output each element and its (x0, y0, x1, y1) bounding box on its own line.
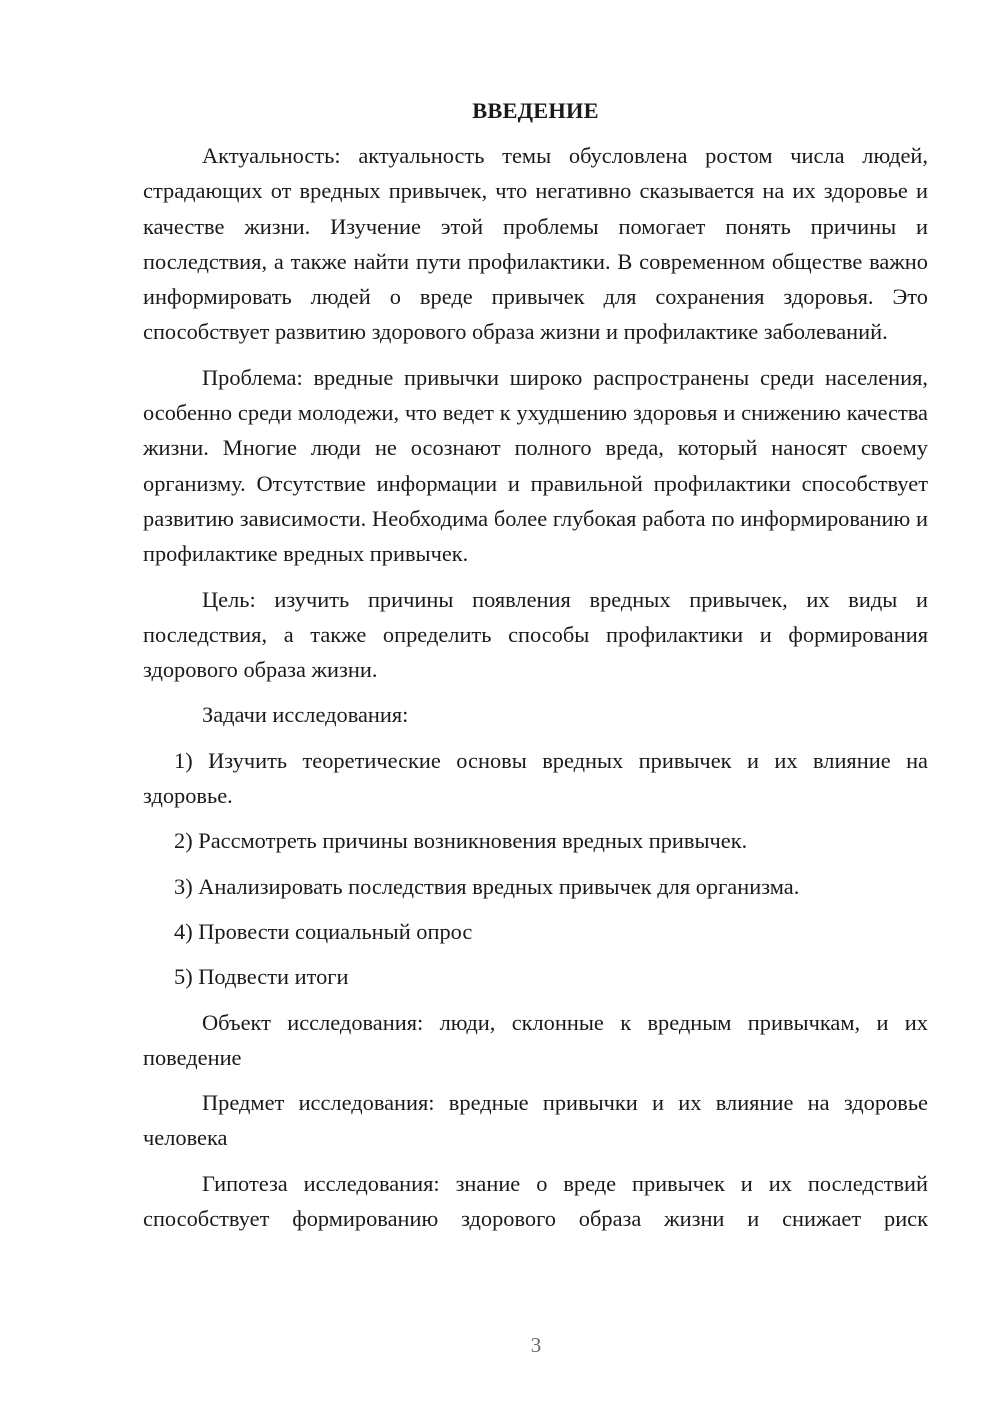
task-item-3: 3) Анализировать последствия вредных привычек для организма. (174, 873, 800, 899)
problem-paragraph: Проблема: вредные привычки широко распространены среди населения, особенно среди молодежи, что ведет к ухудшению здоровья и снижению качества жизни. Многие люди не осознают полного вреда, который наносят своему организму. Отсутствие информации и правильной профилактики способствует развитию зависимости. Необходима более глубокая работа по информированию и профилактике вредных привычек. (143, 364, 928, 567)
task-item-2: 2) Рассмотреть причины возникновения вредных привычек. (174, 828, 748, 854)
task-item-1: 1) Изучить теоретические основы вредных привычек и их влияние на здоровье. (143, 747, 928, 809)
goal-paragraph: Цель: изучить причины появления вредных привычек, их виды и последствия, а также определить способы профилактики и формирования здорового образа жизни. (143, 586, 928, 683)
page-number: 3 (530, 1333, 542, 1357)
object-paragraph: Объект исследования: люди, склонные к вредным привычкам, и их поведение (143, 1009, 928, 1070)
task-item-4: 4) Провести социальный опрос (174, 918, 473, 944)
task-item-5: 5) Подвести итоги (174, 964, 349, 990)
page-content (143, 96, 928, 1246)
hypothesis-paragraph: Гипотеза исследования: знание о вреде привычек и их последствий способствует формированию здорового образа жизни и снижает риск (143, 1170, 928, 1232)
relevance-paragraph: Актуальность: актуальность темы обусловлена ростом числа людей, страдающих от вредных привычек, что негативно сказывается на их здоровье и качестве жизни. Изучение этой проблемы помогает понять причины и последствия, а также найти пути профилактики. В современном обществе важно информировать людей о вреде привычек для сохранения здоровья. Это способствует развитию здорового образа жизни и профилактике заболеваний. (143, 143, 928, 345)
tasks-heading: Задачи исследования: (202, 702, 409, 728)
section-title: ВВЕДЕНИЕ (472, 98, 599, 123)
subject-paragraph: Предмет исследования: вредные привычки и их влияние на здоровье человека (143, 1090, 928, 1151)
